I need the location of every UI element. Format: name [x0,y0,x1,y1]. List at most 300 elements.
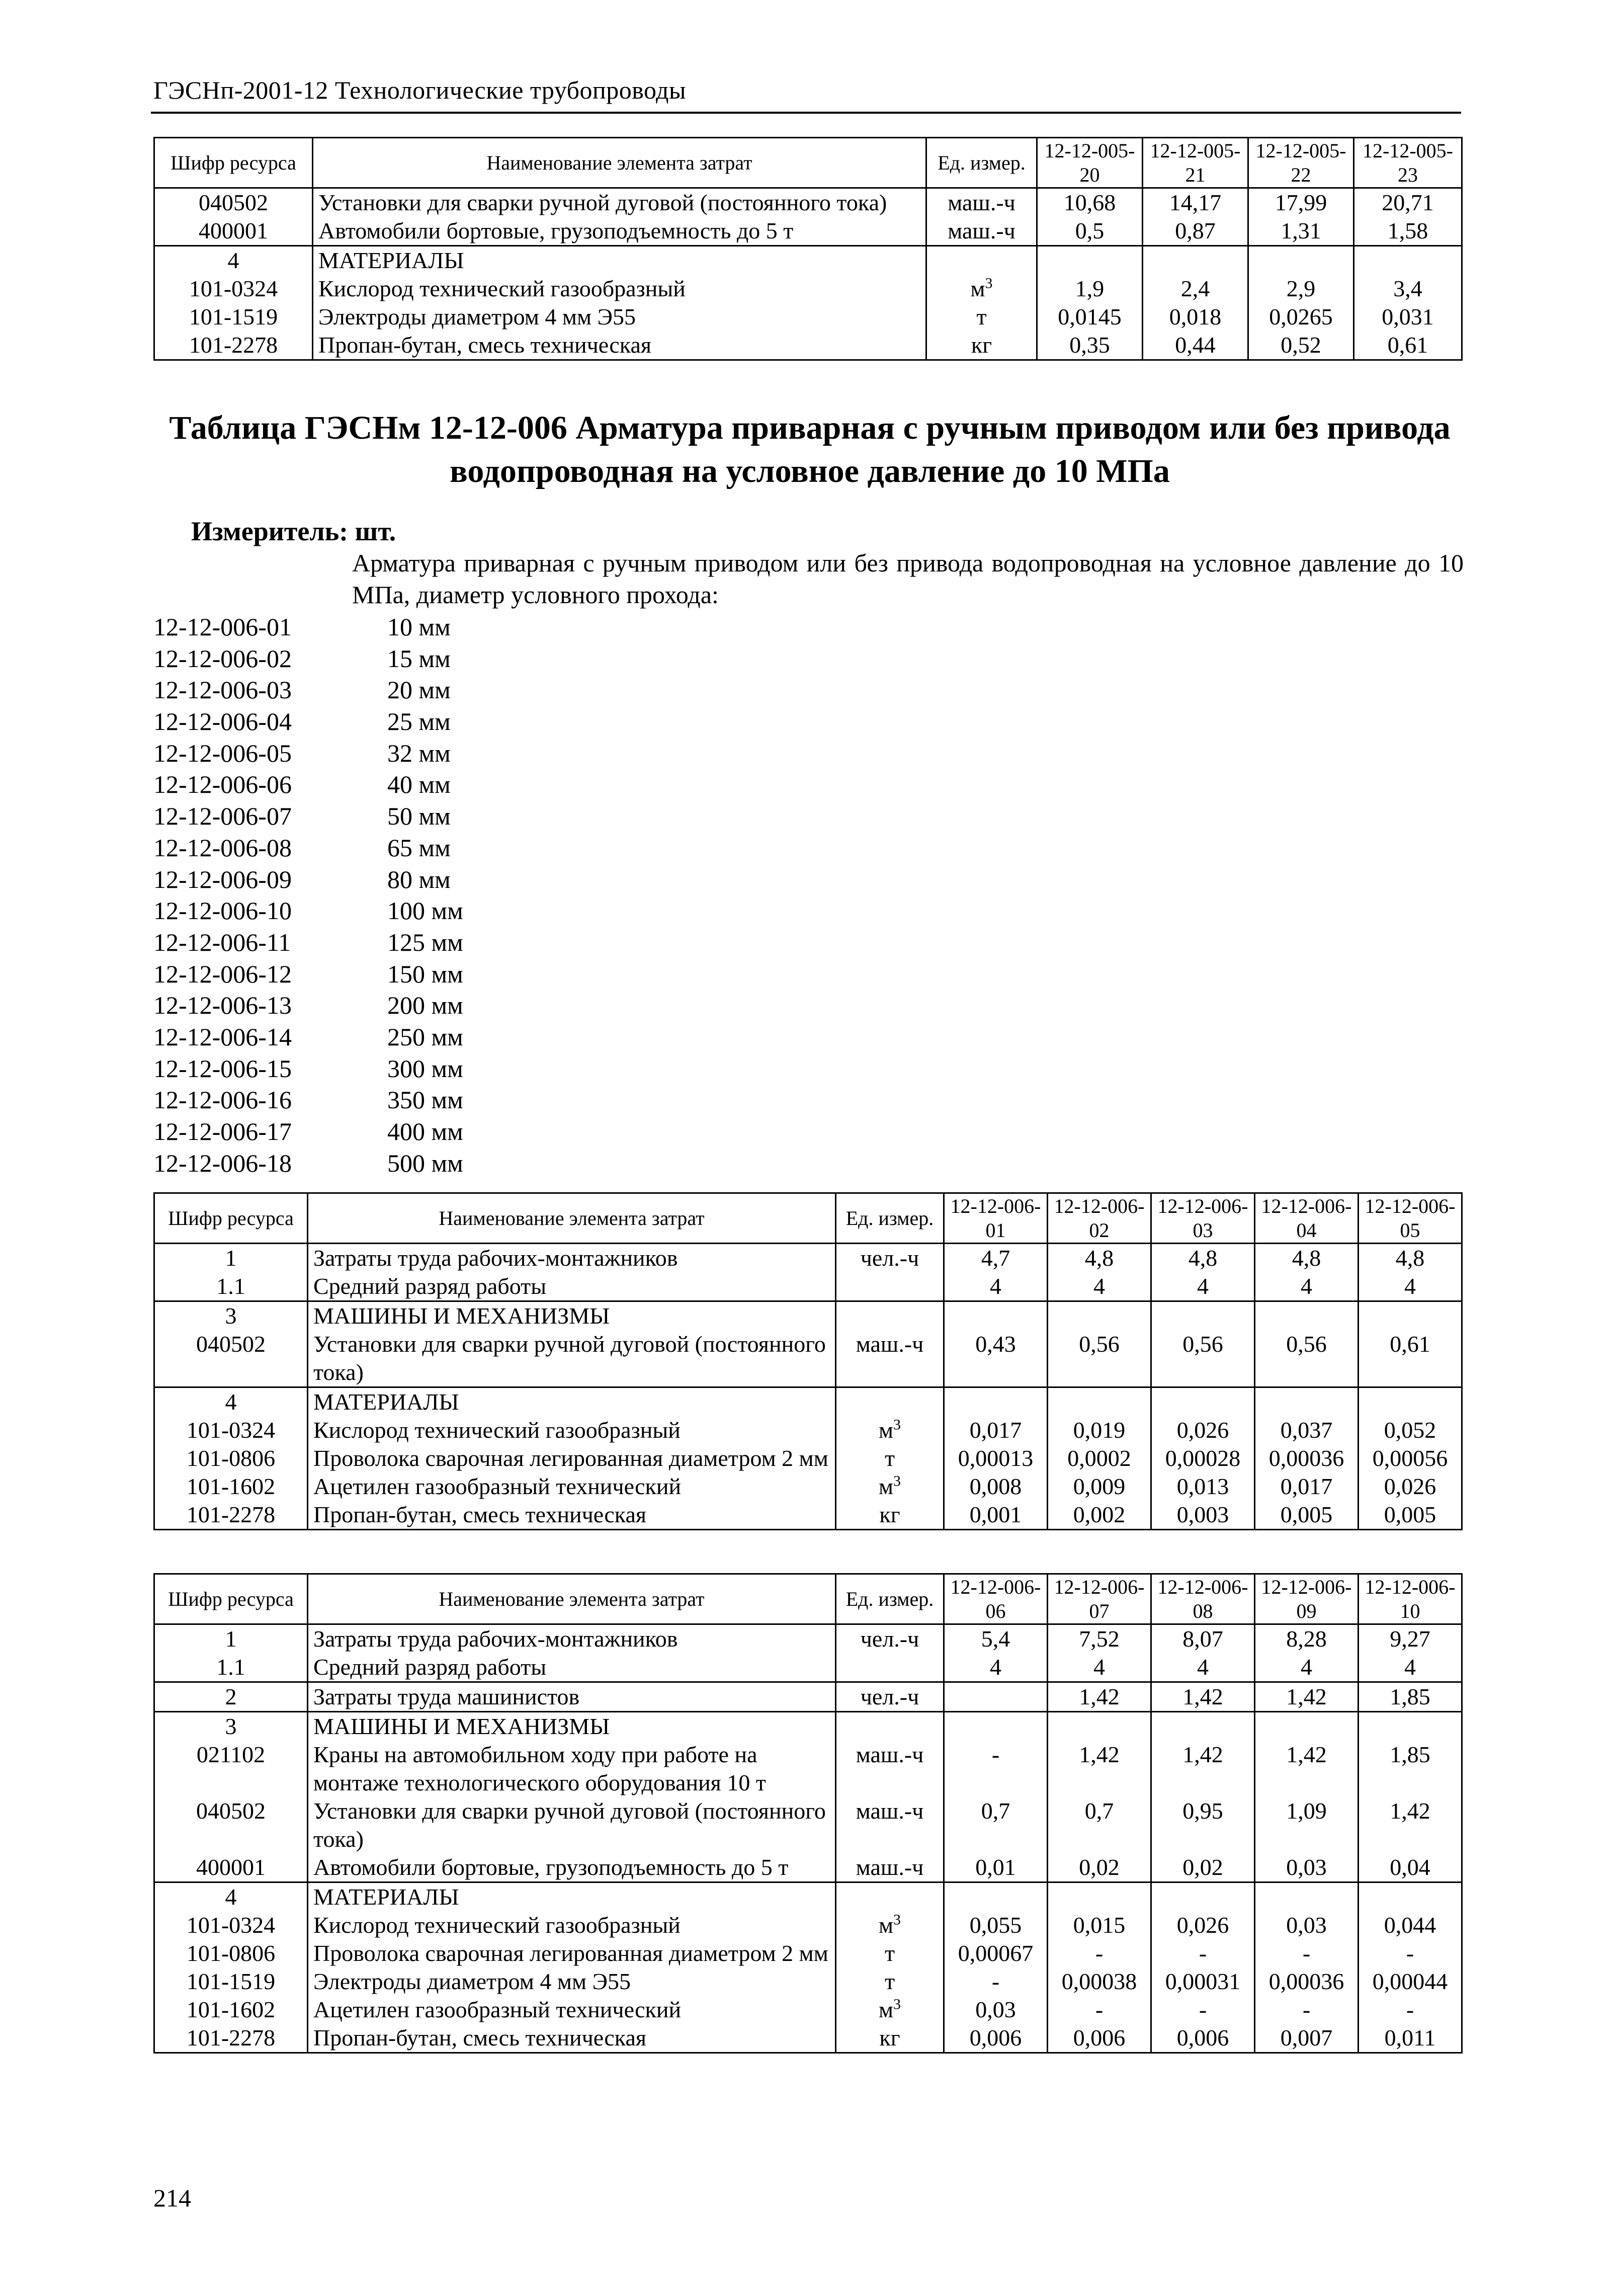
table-row [154,331,1462,360]
resource-code: 400001 [154,217,313,246]
norm-value: - [1359,1939,1462,1967]
resource-code: 040502 [154,1797,308,1853]
resource-code: 101-0806 [154,1444,308,1472]
resource-name: Пропан-бутан, смесь техническая [313,331,926,360]
norm-value: 0,0265 [1248,303,1354,331]
resource-code: 040502 [154,1330,308,1387]
norm-code-row [153,895,463,927]
norm-value: 4,8 [1255,1244,1359,1273]
running-head: ГЭСНп-2001-12 Технологические трубопроводы [153,76,687,104]
norm-code: 12-12-006-12 [153,959,292,988]
norm-value: 0,015 [1048,1911,1151,1939]
norm-value: 1,42 [1151,1682,1255,1712]
norm-code: 12-12-006-04 [153,707,292,736]
norm-code: 12-12-006-09 [153,865,292,893]
norm-value [1255,1301,1359,1331]
header-norm-code: 12-12-006-09 [1255,1574,1359,1624]
resource-name: Электроды диаметром 4 мм Э55 [308,1967,836,1996]
norm-value: 0,95 [1151,1797,1255,1853]
norm-code-row [153,737,463,769]
norm-value [1255,1712,1359,1741]
table-row [154,1472,1462,1501]
resource-name: Кислород технический газообразный [308,1416,836,1444]
norm-code-row [153,1053,463,1085]
section-row [154,1882,1462,1912]
norm-value: 5,4 [944,1624,1048,1654]
norm-value: 0,007 [1255,2024,1359,2053]
norm-value: 0,00036 [1255,1967,1359,1996]
norm-diameter: 500 мм [387,1149,463,1177]
header-rule [151,112,1461,114]
norm-value: 0,00067 [944,1939,1048,1967]
resource-name: Затраты труда машинистов [308,1682,836,1712]
norm-code: 12-12-006-05 [153,739,292,767]
page-number: 214 [153,2184,191,2212]
norm-value [1151,1301,1255,1331]
norm-value: 0,006 [944,2024,1048,2053]
resource-unit: $м^3$ [836,1996,944,2024]
norm-code: 12-12-006-18 [153,1149,292,1177]
resource-name: Средний разряд работы [308,1653,836,1682]
header-norm-code: 12-12-006-05 [1359,1193,1462,1244]
table-header-row [154,138,1462,188]
norm-value: 0,052 [1359,1416,1462,1444]
resource-code: 1 [154,1624,308,1654]
norm-value [1359,1712,1462,1741]
resource-unit [836,1653,944,1682]
norm-value: 0,35 [1037,331,1143,360]
header-norm-code: 12-12-006-08 [1151,1574,1255,1624]
norm-value: 0,055 [944,1911,1048,1939]
norm-value: 0,011 [1359,2024,1462,2053]
norm-value [1048,1882,1151,1912]
norm-value: 0,87 [1143,217,1248,246]
norm-value: 0,037 [1255,1416,1359,1444]
norm-value [1359,1301,1462,1331]
resource-code: 101-0324 [154,275,313,303]
norm-value [1359,1882,1462,1912]
norm-value [1048,1712,1151,1741]
norm-code: 12-12-006-11 [153,928,291,956]
section-title: МАТЕРИАЛЫ [313,246,926,275]
resource-code: 101-0324 [154,1911,308,1939]
norm-value: 0,56 [1048,1330,1151,1387]
resource-unit [836,1712,944,1741]
table-row [154,1272,1462,1301]
norm-value: 17,99 [1248,188,1354,217]
norm-value: 14,17 [1143,188,1248,217]
norm-value: - [1151,1996,1255,2024]
table-header-row [154,1574,1462,1624]
norm-value: 1,58 [1354,217,1462,246]
resource-unit: $м^3$ [836,1472,944,1501]
resource-unit: т [836,1939,944,1967]
norm-code: 12-12-006-15 [153,1054,292,1083]
norm-code-row [153,958,463,990]
norm-value [944,1387,1048,1417]
norm-value [1359,1387,1462,1417]
norm-value: 1,42 [1151,1741,1255,1797]
norm-value: - [1151,1939,1255,1967]
section-row [154,1712,1462,1741]
norm-value: 0,0145 [1037,303,1143,331]
norm-value: 0,009 [1048,1472,1151,1501]
norm-value: 1,42 [1255,1682,1359,1712]
norm-value: 0,52 [1248,331,1354,360]
norm-value: 2,9 [1248,275,1354,303]
norm-code: 12-12-006-14 [153,1022,292,1051]
resource-code: 021102 [154,1741,308,1797]
resource-name: Ацетилен газообразный технический [308,1996,836,2024]
resource-unit: кг [836,2024,944,2053]
norm-diameter: 80 мм [387,865,451,893]
header-resource-code: Шифр ресурса [154,138,313,188]
norm-value: 0,008 [944,1472,1048,1501]
resource-code: 101-2278 [154,2024,308,2053]
norm-code-row [153,1084,463,1116]
table-header-row [154,1193,1462,1244]
norm-diameter: 32 мм [387,739,451,767]
norm-value: 0,031 [1354,303,1462,331]
header-norm-code: 12-12-006-07 [1048,1574,1151,1624]
norm-value: 1,9 [1037,275,1143,303]
norm-value: 0,005 [1359,1501,1462,1530]
header-norm-code: 12-12-005-22 [1248,138,1354,188]
table-title [151,406,1469,493]
header-element-name: Наименование элемента затрат [313,138,926,188]
norm-value: 0,0002 [1048,1444,1151,1472]
resource-code: 1.1 [154,1272,308,1301]
header-norm-code: 12-12-006-06 [944,1574,1048,1624]
norm-value: 0,7 [944,1797,1048,1853]
norm-value: 0,61 [1359,1330,1462,1387]
norm-value: 0,02 [1048,1853,1151,1882]
resource-code: 101-2278 [154,1501,308,1530]
table-title-line-1: Таблица ГЭСНм 12-12-006 Арматура приварная с ручным приводом или без привода [169,409,1451,446]
norm-value: 0,017 [944,1416,1048,1444]
norm-value: 4 [1255,1272,1359,1301]
norm-diameter: 350 мм [387,1086,463,1114]
norm-code: 12-12-006-03 [153,676,292,704]
norm-value: 0,00056 [1359,1444,1462,1472]
norm-value [1151,1882,1255,1912]
table-row [154,1939,1462,1967]
norm-value: - [1048,1939,1151,1967]
norm-diameter: 100 мм [387,896,463,925]
norm-diameter: 25 мм [387,707,451,736]
resource-name: Кислород технический газообразный [313,275,926,303]
resource-name: Проволока сварочная легированная диаметром 2 мм [308,1939,836,1967]
norm-value: 0,00031 [1151,1967,1255,1996]
norm-value: 0,026 [1151,1911,1255,1939]
section-row [154,1301,1462,1331]
resource-code: 101-1602 [154,1472,308,1501]
resource-name: Краны на автомобильном ходу при работе на монтаже технологического оборудования 10 т [308,1741,836,1797]
resource-unit: т [926,303,1037,331]
resource-code: 1.1 [154,1653,308,1682]
norm-diameter: 125 мм [387,928,463,956]
header-unit: Ед. измер. [926,138,1037,188]
norm-value [944,1712,1048,1741]
resource-unit [836,1882,944,1912]
section-title: МАТЕРИАЛЫ [308,1387,836,1417]
norm-value: 4,8 [1048,1244,1151,1273]
norm-value: 4 [944,1272,1048,1301]
table-title-line-2: водопроводная на условное давление до 10 МПа [450,453,1170,489]
norm-value: 0,00038 [1048,1967,1151,1996]
norm-value: 4 [1359,1653,1462,1682]
norm-code-row [153,800,463,832]
resource-name: Электроды диаметром 4 мм Э55 [313,303,926,331]
meter-value: шт. [355,516,396,546]
resource-unit: маш.-ч [836,1741,944,1797]
norm-value: 4 [1359,1272,1462,1301]
section-code: 3 [154,1301,308,1331]
norm-value: 0,019 [1048,1416,1151,1444]
table-row [154,1501,1462,1530]
resource-unit: $м^3$ [836,1911,944,1939]
header-norm-code: 12-12-006-02 [1048,1193,1151,1244]
norm-value: 4 [944,1653,1048,1682]
norm-value: 4 [1048,1272,1151,1301]
meter-label: Измеритель: [191,516,349,546]
resource-unit: маш.-ч [836,1797,944,1853]
norm-value [944,1682,1048,1712]
norm-value: 0,56 [1255,1330,1359,1387]
resource-unit: кг [926,331,1037,360]
resource-unit [836,1301,944,1331]
norm-diameter: 20 мм [387,676,451,704]
resource-code: 101-1519 [154,1967,308,1996]
norm-value: 4 [1255,1653,1359,1682]
resource-name: Затраты труда рабочих-монтажников [308,1624,836,1654]
table-row [154,1416,1462,1444]
norm-value: 4,8 [1151,1244,1255,1273]
resource-code: 101-1519 [154,303,313,331]
norm-value: 0,61 [1354,331,1462,360]
header-norm-code: 12-12-006-03 [1151,1193,1255,1244]
table-row [154,1682,1462,1712]
header-norm-code: 12-12-006-10 [1359,1574,1462,1624]
norm-value: 8,07 [1151,1624,1255,1654]
norm-value: 1,42 [1048,1682,1151,1712]
norm-value: 9,27 [1359,1624,1462,1654]
table-row [154,1911,1462,1939]
meter-line [191,516,396,547]
norm-value: - [944,1967,1048,1996]
resource-name: Затраты труда рабочих-монтажников [308,1244,836,1273]
norm-code-list [153,611,463,1179]
norm-value: - [944,1741,1048,1797]
section-code: 4 [154,246,313,275]
section-code: 3 [154,1712,308,1741]
norm-code-row [153,927,463,958]
section-title: МАШИНЫ И МЕХАНИЗМЫ [308,1301,836,1331]
header-norm-code: 12-12-006-04 [1255,1193,1359,1244]
norm-value: 1,31 [1248,217,1354,246]
resource-unit: чел.-ч [836,1244,944,1273]
norm-diameter: 15 мм [387,644,451,673]
norm-diameter: 65 мм [387,833,451,862]
norm-value: 0,00013 [944,1444,1048,1472]
norm-code: 12-12-006-02 [153,644,292,673]
norm-code: 12-12-006-06 [153,770,292,799]
norm-diameter: 50 мм [387,802,451,831]
norm-value: 0,003 [1151,1501,1255,1530]
norm-code-row [153,1147,463,1179]
norm-value: 0,026 [1359,1472,1462,1501]
norm-value: 4 [1151,1272,1255,1301]
norm-value: 1,42 [1048,1741,1151,1797]
section-code: 4 [154,1387,308,1417]
norm-diameter: 150 мм [387,959,463,988]
norm-value: 0,7 [1048,1797,1151,1853]
header-element-name: Наименование элемента затрат [308,1193,836,1244]
norm-value: 4,7 [944,1244,1048,1273]
table-row [154,1653,1462,1682]
norm-diameter: 250 мм [387,1022,463,1051]
norm-code-row [153,864,463,895]
table-row [154,188,1462,217]
table-row [154,275,1462,303]
norm-code: 12-12-006-10 [153,896,292,925]
table-row [154,303,1462,331]
norm-code-row [153,769,463,800]
resource-name: Автомобили бортовые, грузоподъемность до 5 т [313,217,926,246]
norm-value: 1,09 [1255,1797,1359,1853]
norm-value: 7,52 [1048,1624,1151,1654]
resource-unit [836,1387,944,1417]
norm-value: - [1359,1996,1462,2024]
norm-value: 2,4 [1143,275,1248,303]
norm-diameter: 400 мм [387,1117,463,1145]
norm-code: 12-12-006-01 [153,613,292,641]
norm-value: 0,001 [944,1501,1048,1530]
norm-code: 12-12-006-08 [153,833,292,862]
resource-unit: маш.-ч [926,188,1037,217]
header-resource-code: Шифр ресурса [154,1574,308,1624]
norm-value: 0,03 [1255,1911,1359,1939]
resource-code: 1 [154,1244,308,1273]
norm-value: 0,44 [1143,331,1248,360]
norm-value: 0,026 [1151,1416,1255,1444]
table-row [154,1797,1462,1853]
header-resource-code: Шифр ресурса [154,1193,308,1244]
resource-unit: чел.-ч [836,1624,944,1654]
norm-value [944,1301,1048,1331]
norm-value [1255,1387,1359,1417]
norm-value: 0,02 [1151,1853,1255,1882]
norm-value [1151,1387,1255,1417]
resource-code: 040502 [154,188,313,217]
norm-value [1048,1387,1151,1417]
table-row [154,2024,1462,2053]
resource-code: 101-0806 [154,1939,308,1967]
norm-value: 0,006 [1151,2024,1255,2053]
norm-value: 0,04 [1359,1853,1462,1882]
norm-value [944,1882,1048,1912]
norm-code: 12-12-006-13 [153,991,292,1020]
resource-code: 400001 [154,1853,308,1882]
resource-name: Средний разряд работы [308,1272,836,1301]
table-row [154,217,1462,246]
norm-value: 0,03 [944,1996,1048,2024]
norm-code: 12-12-006-16 [153,1086,292,1114]
resource-code: 101-1602 [154,1996,308,2024]
norm-value: 0,002 [1048,1501,1151,1530]
norm-value: 4 [1151,1653,1255,1682]
norm-value: 0,006 [1048,2024,1151,2053]
norm-value: 0,5 [1037,217,1143,246]
norm-value: 0,00044 [1359,1967,1462,1996]
norm-value: 0,013 [1151,1472,1255,1501]
resource-name: Автомобили бортовые, грузоподъемность до 5 т [308,1853,836,1882]
norm-value [1048,1301,1151,1331]
section-code: 4 [154,1882,308,1912]
section-row-materials [154,246,1462,275]
resource-unit: $м^3$ [926,275,1037,303]
norm-diameter: 200 мм [387,991,463,1020]
resource-table-006-01-05 [153,1192,1463,1530]
norm-value [1255,1882,1359,1912]
norm-code-row [153,1021,463,1053]
norm-value: - [1255,1939,1359,1967]
resource-unit: чел.-ч [836,1682,944,1712]
resource-code: 101-2278 [154,331,313,360]
norm-code: 12-12-006-17 [153,1117,292,1145]
header-unit: Ед. измер. [836,1193,944,1244]
norm-code-row [153,611,463,643]
resource-name: Проволока сварочная легированная диаметром 2 мм [308,1444,836,1472]
header-unit: Ед. измер. [836,1574,944,1624]
norm-value: 3,4 [1354,275,1462,303]
norm-code-row [153,1116,463,1147]
norm-value: 4 [1048,1653,1151,1682]
resource-name: Пропан-бутан, смесь техническая [308,1501,836,1530]
resource-name: Установки для сварки ручной дуговой (постоянного тока) [313,188,926,217]
resource-unit: т [836,1967,944,1996]
resource-name: Ацетилен газообразный технический [308,1472,836,1501]
norm-code-row [153,706,463,737]
norm-value: 0,03 [1255,1853,1359,1882]
norm-value [1151,1712,1255,1741]
norm-value: 0,017 [1255,1472,1359,1501]
norm-value: 0,01 [944,1853,1048,1882]
table-row [154,1330,1462,1387]
norm-code-row [153,990,463,1021]
norm-value: 0,00028 [1151,1444,1255,1472]
section-title: МАШИНЫ И МЕХАНИЗМЫ [308,1712,836,1741]
norm-value: 20,71 [1354,188,1462,217]
resource-code: 2 [154,1682,308,1712]
section-row [154,1387,1462,1417]
norm-code-row [153,674,463,706]
norm-value: 10,68 [1037,188,1143,217]
table-row [154,1244,1462,1273]
norm-value: 8,28 [1255,1624,1359,1654]
resource-code: 101-0324 [154,1416,308,1444]
table-row [154,1996,1462,2024]
table-row [154,1624,1462,1654]
header-element-name: Наименование элемента затрат [308,1574,836,1624]
norm-value: 0,005 [1255,1501,1359,1530]
resource-name: Установки для сварки ручной дуговой (постоянного тока) [308,1797,836,1853]
norm-value: 0,044 [1359,1911,1462,1939]
header-norm-code: 12-12-005-20 [1037,138,1143,188]
norm-value: - [1255,1996,1359,2024]
norm-value: 1,42 [1359,1797,1462,1853]
resource-name: Установки для сварки ручной дуговой (постоянного тока) [308,1330,836,1387]
